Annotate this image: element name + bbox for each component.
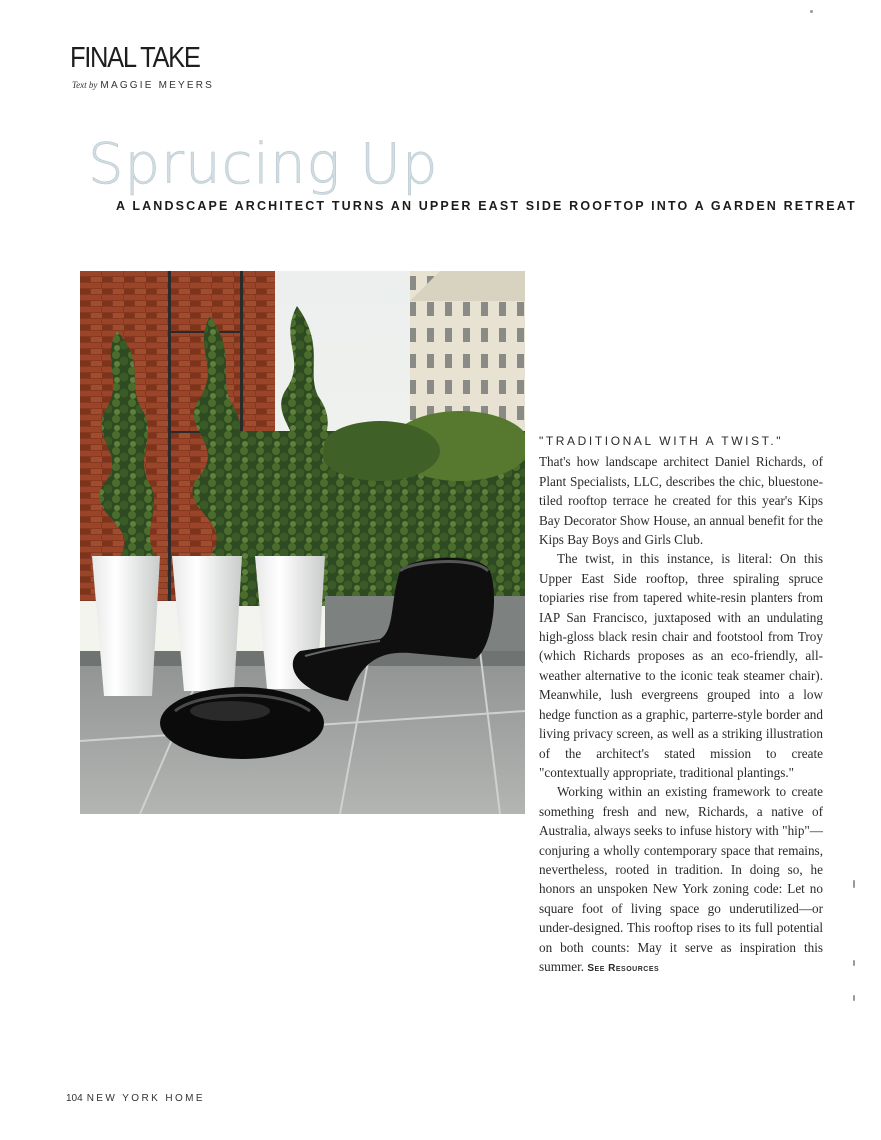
byline: [72, 80, 214, 91]
lead-in-quote: "TRADITIONAL WITH A TWIST.": [539, 434, 784, 448]
section-title: FINAL TAKE: [70, 42, 200, 74]
page-number: 104: [66, 1093, 83, 1104]
article-deck: A LANDSCAPE ARCHITECT TURNS AN UPPER EAST SIDE ROOFTOP INTO A GARDEN RETREAT: [116, 199, 857, 213]
article-headline: Sprucing Up: [88, 132, 439, 197]
scan-speck: [853, 995, 855, 1001]
page-folio: [66, 1093, 205, 1104]
paragraph-2: The twist, in this instance, is literal: On this Upper East Side rooftop, three spiraling spruce topiaries rise from tapered white-resin planters from IAP San Francisco, juxtaposed with an undulating high-gloss black resin chair and footstool from Troy (which Richards proposes as an eco-friendly, all-weather alternative to the iconic teak steamer chair). Meanwhile, lush evergreens grouped into a low hedge function as a graphic, parterre-style border and living privacy screen, as well as a striking illustration of the architect's stated mission to create "contextually appropriate, traditional plantings.": [539, 551, 823, 780]
see-resources-link[interactable]: See Resources: [587, 962, 660, 974]
scan-speck: [853, 880, 855, 888]
article-body: [539, 432, 823, 978]
scan-speck: [853, 960, 855, 966]
byline-prefix: Text by: [72, 80, 98, 90]
scan-speck: [810, 10, 813, 13]
paragraph-1: That's how landscape architect Daniel Richards, of Plant Specialists, LLC, describes the chic, bluestone-tiled rooftop terrace he created for this year's Kips Bay Decorator Show House, an annual benefit for the Kips Bay Boys and Girls Club.: [539, 454, 823, 548]
rooftop-terrace-photo: [80, 271, 525, 814]
byline-author: MAGGIE MEYERS: [100, 80, 215, 91]
magazine-name: NEW YORK HOME: [86, 1093, 205, 1104]
paragraph-3: Working within an existing framework to create something fresh and new, Richards, a native of Australia, always seeks to infuse history with "hip"—conjuring a wholly contemporary space that remains, nevertheless, rooted in tradition. In doing so, he honors an unspoken New York zoning code: Let no square foot of living space go underutilized—or under-designed. This rooftop rises to its full potential on both counts: May it serve as inspiration this summer.: [539, 784, 823, 974]
